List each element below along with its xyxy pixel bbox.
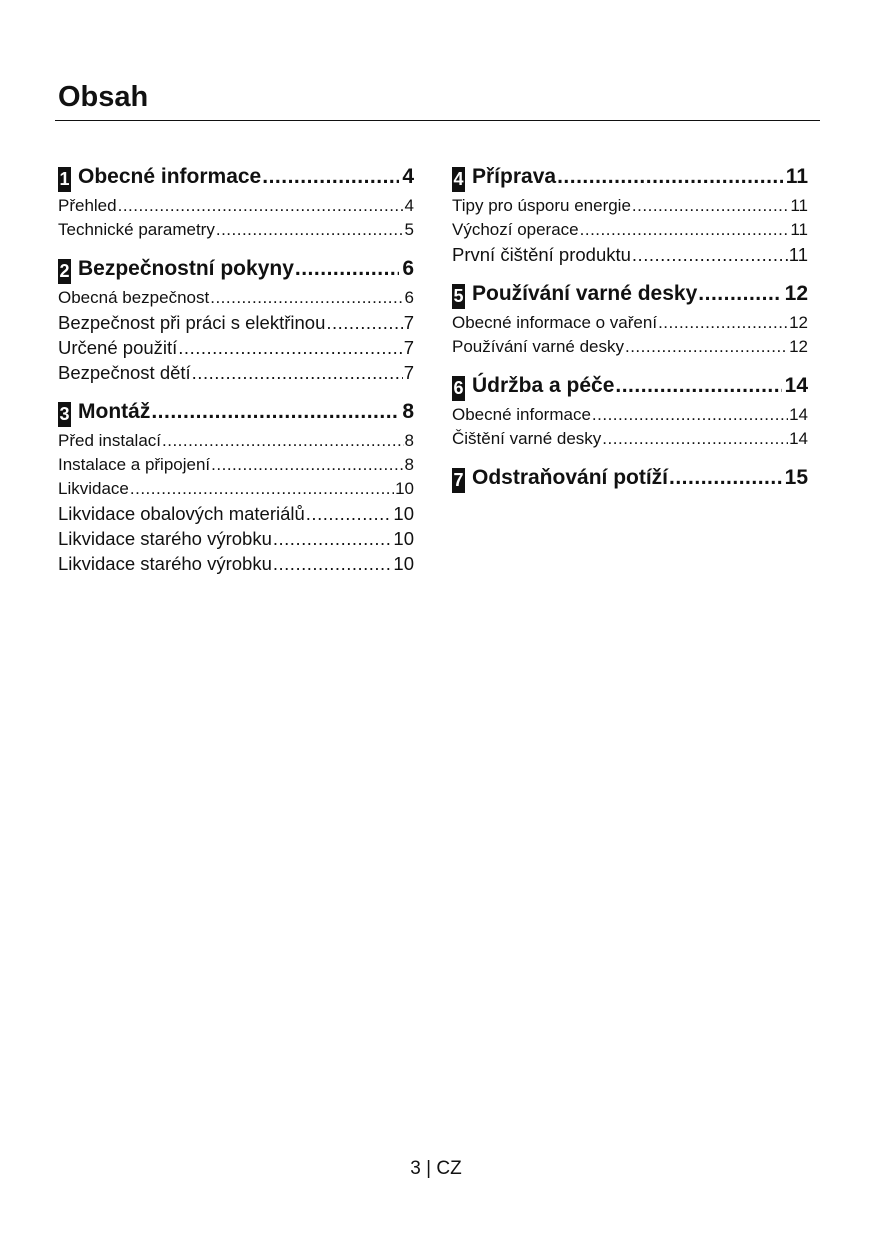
section-title: Používání varné desky — [472, 282, 698, 305]
toc-section-6 — [452, 369, 808, 451]
toc-entry[interactable] — [452, 427, 808, 451]
toc-entry[interactable] — [452, 335, 808, 359]
entry-page-number: 11 — [788, 244, 808, 265]
entry-label: Likvidace obalových materiálů — [58, 503, 305, 524]
entry-page-number: 11 — [790, 196, 808, 215]
entry-label: Bezpečnost při práci s elektřinou — [58, 312, 326, 333]
dot-leader — [602, 427, 788, 451]
section-title: Odstraňování potíží — [472, 466, 669, 489]
section-number-badge: 3 — [58, 402, 71, 427]
entry-label: Používání varné desky — [452, 337, 624, 356]
section-number-badge: 7 — [452, 468, 465, 493]
section-page-number: 14 — [784, 374, 808, 397]
toc-entry[interactable] — [58, 360, 414, 385]
dot-leader — [178, 335, 402, 360]
dot-leader — [211, 453, 403, 477]
section-heading[interactable] — [58, 252, 414, 286]
entry-page-number: 8 — [404, 455, 414, 474]
entry-page-number: 12 — [789, 313, 808, 332]
section-title: Bezpečnostní pokyny — [78, 257, 294, 280]
entry-label: Technické parametry — [58, 220, 215, 239]
toc-entry[interactable] — [58, 501, 414, 526]
entry-label: Čištění varné desky — [452, 429, 602, 448]
entry-label: Bezpečnost dětí — [58, 362, 191, 383]
toc-entry[interactable] — [58, 526, 414, 551]
section-title: Příprava — [472, 165, 557, 188]
entry-page-number: 14 — [789, 429, 808, 448]
toc-entry[interactable] — [452, 194, 808, 218]
entry-page-number: 4 — [404, 196, 414, 215]
entry-page-number: 10 — [393, 553, 414, 574]
entry-label: Tipy pro úsporu energie — [452, 196, 631, 215]
footer-page-number: 3 — [410, 1158, 421, 1179]
toc-section-5 — [452, 277, 808, 359]
section-page-number: 4 — [402, 165, 414, 188]
dot-leader — [273, 526, 393, 551]
toc-entry[interactable] — [58, 310, 414, 335]
toc-column-left — [58, 160, 414, 586]
dot-leader — [615, 369, 781, 403]
entry-page-number: 10 — [393, 503, 414, 524]
section-number-badge: 2 — [58, 259, 71, 284]
entry-page-number: 12 — [789, 337, 808, 356]
section-heading[interactable] — [58, 160, 414, 194]
toc-entry[interactable] — [452, 403, 808, 427]
page-title: Obsah — [58, 81, 149, 113]
section-number-badge: 6 — [452, 376, 465, 401]
entry-label: Instalace a připojení — [58, 455, 211, 474]
section-number-badge: 1 — [58, 167, 71, 192]
toc-entry[interactable] — [58, 218, 414, 242]
entry-label: Obecné informace — [452, 405, 591, 424]
entry-page-number: 11 — [790, 220, 808, 239]
toc-entry[interactable] — [58, 453, 414, 477]
toc-section-2 — [58, 252, 414, 385]
section-page-number: 15 — [784, 466, 808, 489]
toc-entry[interactable] — [58, 551, 414, 576]
footer-language-code: CZ — [436, 1158, 462, 1179]
toc-entry[interactable] — [58, 429, 414, 453]
toc-entry[interactable] — [452, 218, 808, 242]
toc-entry[interactable] — [58, 286, 414, 310]
dot-leader — [130, 477, 394, 501]
dot-leader — [151, 395, 399, 429]
dot-leader — [118, 194, 404, 218]
dot-leader — [698, 277, 781, 311]
dot-leader — [632, 242, 788, 267]
dot-leader — [557, 160, 783, 194]
section-heading[interactable] — [452, 160, 808, 194]
dot-leader — [326, 310, 402, 335]
section-number-badge: 5 — [452, 284, 465, 309]
title-divider — [55, 120, 820, 121]
entry-label: Likvidace starého výrobku — [58, 553, 272, 574]
entry-page-number: 7 — [403, 312, 414, 333]
toc-section-4 — [452, 160, 808, 267]
entry-page-number: 7 — [403, 362, 414, 383]
toc-section-1 — [58, 160, 414, 242]
entry-page-number: 8 — [404, 431, 414, 450]
entry-page-number: 14 — [789, 405, 808, 424]
entry-label: Obecná bezpečnost — [58, 288, 210, 307]
entry-label: Určené použití — [58, 337, 178, 358]
dot-leader — [295, 252, 399, 286]
toc-section-3 — [58, 395, 414, 576]
entry-label: Před instalací — [58, 431, 161, 450]
dot-leader — [192, 360, 403, 385]
dot-leader — [306, 501, 393, 526]
toc-entry[interactable] — [58, 335, 414, 360]
toc-entry[interactable] — [452, 311, 808, 335]
dot-leader — [632, 194, 789, 218]
section-page-number: 11 — [785, 165, 808, 188]
entry-page-number: 5 — [404, 220, 414, 239]
section-number-badge: 4 — [452, 167, 465, 192]
dot-leader — [273, 551, 393, 576]
dot-leader — [592, 403, 788, 427]
entry-label: První čištění produktu — [452, 244, 631, 265]
dot-leader — [262, 160, 399, 194]
entry-label: Obecné informace o vaření — [452, 313, 658, 332]
footer-separator: | — [426, 1158, 432, 1179]
dot-leader — [216, 218, 404, 242]
entry-label: Likvidace — [58, 479, 129, 498]
section-heading[interactable] — [452, 277, 808, 311]
section-title: Montáž — [78, 400, 151, 423]
toc-entry[interactable] — [58, 194, 414, 218]
dot-leader — [669, 461, 782, 495]
entry-page-number: 10 — [393, 528, 414, 549]
entry-label: Likvidace starého výrobku — [58, 528, 272, 549]
entry-page-number: 10 — [395, 479, 414, 498]
toc-section-7 — [452, 461, 808, 495]
section-page-number: 12 — [784, 282, 808, 305]
dot-leader — [580, 218, 790, 242]
entry-page-number: 6 — [404, 288, 414, 307]
dot-leader — [625, 335, 788, 359]
entry-page-number: 7 — [403, 337, 414, 358]
dot-leader — [658, 311, 788, 335]
section-title: Obecné informace — [78, 165, 262, 188]
entry-label: Přehled — [58, 196, 117, 215]
toc-entry[interactable] — [452, 242, 808, 267]
page-footer — [0, 1157, 872, 1181]
section-page-number: 6 — [402, 257, 414, 280]
section-title: Údržba a péče — [472, 374, 615, 397]
section-heading[interactable] — [452, 461, 808, 495]
dot-leader — [162, 429, 404, 453]
section-heading[interactable] — [452, 369, 808, 403]
dot-leader — [210, 286, 403, 310]
section-page-number: 8 — [402, 400, 414, 423]
section-heading[interactable] — [58, 395, 414, 429]
entry-label: Výchozí operace — [452, 220, 579, 239]
toc-entry[interactable] — [58, 477, 414, 501]
toc-column-right — [452, 160, 808, 505]
